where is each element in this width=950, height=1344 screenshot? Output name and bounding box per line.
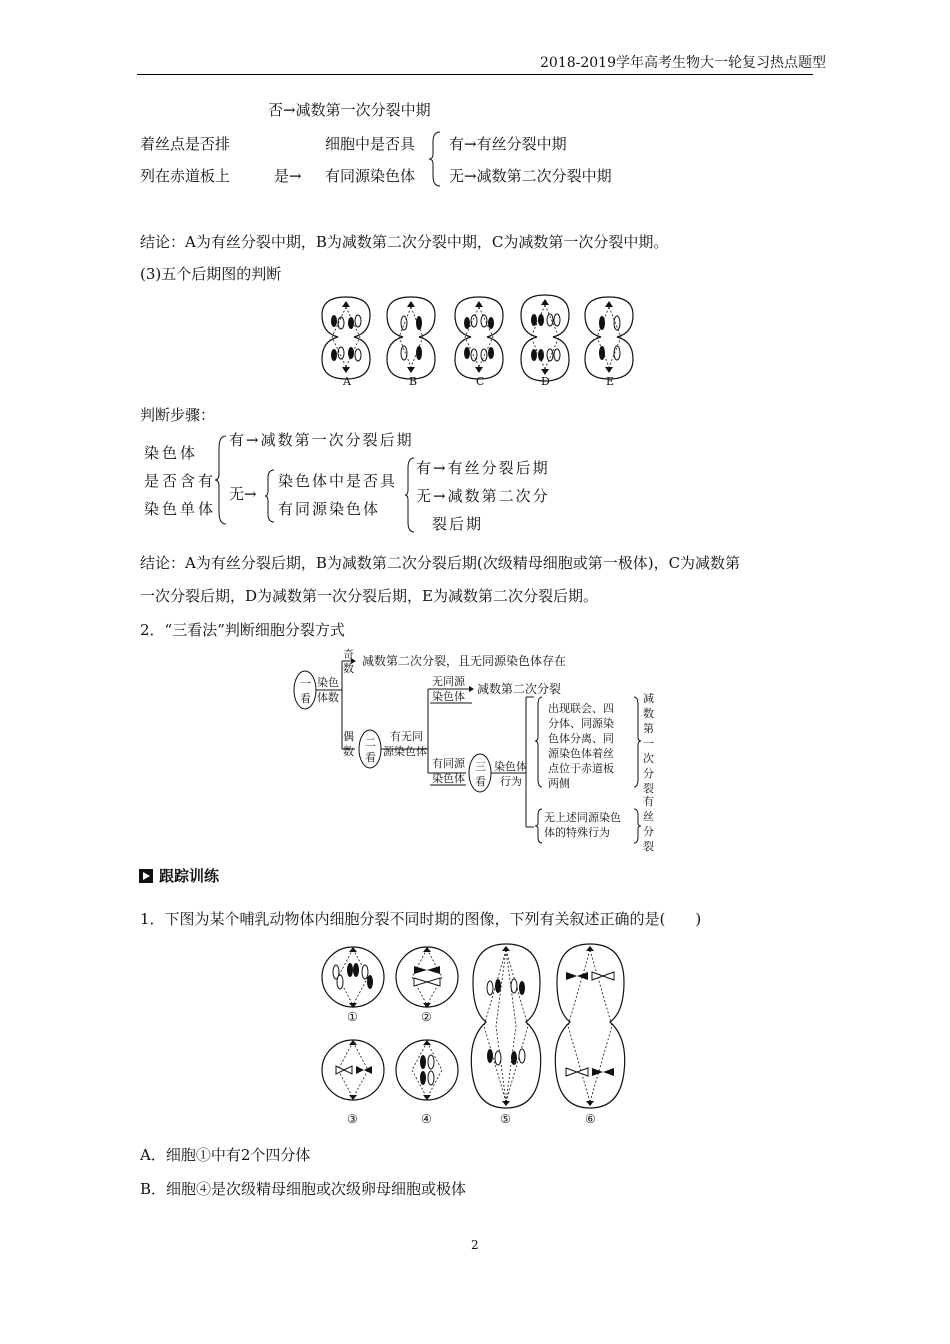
- page-number: 2: [471, 1238, 479, 1252]
- cell-5: [471, 944, 540, 1108]
- at-mid-1: 染色体中是否具: [278, 472, 398, 490]
- none-2: 体的特殊行为: [544, 826, 610, 839]
- at-none2-2: 裂后期: [432, 515, 484, 533]
- cell-d: [521, 295, 569, 381]
- section3-title: (3)五个后期图的判断: [140, 265, 282, 283]
- header-title: 2018-2019学年高考生物大一轮复习热点题型: [540, 55, 826, 71]
- none-1: 无上述同源染色: [544, 811, 621, 824]
- play-icon: [139, 869, 153, 883]
- special-4: 源染色体着丝: [548, 747, 614, 760]
- option-b: B．细胞④是次级精母细胞或次级卵母细胞或极体: [140, 1180, 467, 1198]
- question-1: 1．下图为某个哺乳动物体内细胞分裂不同时期的图像，下列有关叙述正确的是( ): [140, 910, 702, 928]
- practice-title: 跟踪训练: [159, 867, 220, 885]
- label-e: E: [606, 375, 615, 388]
- brace-4: [404, 456, 416, 534]
- root-line1: 着丝点是否排: [140, 135, 231, 153]
- mid-line2: 有同源染色体: [325, 167, 416, 185]
- no-homolog-result: 减数第二次分裂: [477, 682, 562, 696]
- special-5: 点位于赤道板: [548, 762, 614, 775]
- at-root-1: 染色体: [144, 444, 199, 462]
- at-root-2: 是否含有: [144, 472, 217, 490]
- mitosis-vertical: 有丝分裂: [643, 795, 654, 853]
- section2-title: 2．“三看法”判断细胞分裂方式: [140, 621, 345, 639]
- cell-4: [396, 1040, 458, 1100]
- fig-label-3: ③: [347, 1112, 358, 1126]
- cell-c: [455, 297, 503, 379]
- special-2: 分体、同源染: [548, 717, 614, 730]
- fig-label-4: ④: [421, 1112, 432, 1126]
- look1-b: 看: [300, 692, 311, 705]
- no-homolog-b: 染色体: [432, 690, 465, 703]
- meiosis1-vertical: 减数第一次分裂: [643, 692, 654, 795]
- cell-6: [555, 944, 624, 1108]
- yes-result: 有→有丝分裂中期: [449, 135, 567, 153]
- fig-label-2: ②: [421, 1010, 432, 1024]
- behavior-a: 染色体: [494, 760, 527, 773]
- anaphase-figures: [310, 293, 640, 388]
- cell-3: [322, 1040, 384, 1100]
- behavior-b: 行为: [500, 775, 522, 788]
- at-none2-1: 无→减数第二次分: [416, 487, 550, 505]
- no-branch: 否→减数第一次分裂中期: [268, 101, 431, 119]
- mid-line1: 细胞中是否具: [325, 135, 416, 153]
- no-homolog-a: 无同源: [432, 675, 465, 688]
- special-1: 出现联会、四: [548, 702, 614, 715]
- steps-label: 判断步骤：: [140, 406, 216, 424]
- no-result: 无→减数第二次分裂中期: [449, 167, 612, 185]
- conclusion-1: 结论：A为有丝分裂中期，B为减数第二次分裂中期，C为减数第一次分裂中期。: [140, 233, 669, 251]
- fig-label-6: ⑥: [585, 1112, 596, 1126]
- has-homolog-a: 有同源: [432, 757, 465, 770]
- special-3: 色体分离、同: [548, 732, 614, 745]
- even-b: 数: [343, 745, 354, 758]
- look2-b: 看: [365, 751, 376, 764]
- even-a: 偶: [343, 730, 354, 743]
- has-homolog-b: 染色体: [432, 772, 465, 785]
- fig-label-5: ⑤: [500, 1112, 511, 1126]
- at-has2: 有→有丝分裂后期: [416, 459, 550, 477]
- homolog-q-b: 源染色体: [383, 745, 427, 758]
- label-b: B: [409, 375, 418, 388]
- header-divider: [137, 74, 813, 75]
- special-6: 两侧: [548, 777, 570, 790]
- root-line2: 列在赤道板上: [140, 167, 231, 185]
- look3-a: 三: [475, 760, 486, 773]
- look3-b: 看: [475, 775, 486, 788]
- cell-b: [387, 297, 435, 379]
- chrom-count-b: 体数: [317, 691, 339, 704]
- odd-a: 奇: [343, 648, 354, 661]
- label-c: C: [476, 375, 485, 388]
- option-a: A．细胞①中有2个四分体: [140, 1146, 311, 1164]
- chrom-count-a: 染色: [317, 676, 339, 689]
- brace-1: [428, 130, 442, 188]
- cell-1: [322, 947, 384, 1008]
- odd-result: 减数第二次分裂，且无同源染色体存在: [362, 654, 567, 668]
- at-has: 有→减数第一次分裂后期: [229, 431, 414, 449]
- brace-2: [214, 434, 228, 526]
- at-mid-2: 有同源染色体: [278, 500, 381, 518]
- look2-a: 二: [365, 736, 376, 749]
- at-none: 无→: [229, 485, 257, 503]
- look1-a: 一: [300, 677, 311, 690]
- cell-a: [322, 297, 370, 379]
- odd-b: 数: [343, 662, 354, 675]
- conclusion-2-line1: 结论：A为有丝分裂后期，B为减数第二次分裂后期(次级精母细胞或第一极体)，C为减数第: [140, 554, 741, 572]
- cell-division-figure: [318, 942, 638, 1127]
- brace-3: [264, 468, 276, 524]
- label-d: D: [541, 375, 550, 388]
- at-root-3: 染色单体: [144, 500, 217, 518]
- fig-label-1: ①: [347, 1010, 358, 1024]
- yes-arrow: 是→: [274, 167, 302, 185]
- cell-e: [585, 297, 633, 379]
- label-a: A: [343, 375, 351, 388]
- homolog-q-a: 有无同: [390, 730, 423, 743]
- cell-2: [396, 947, 458, 1008]
- conclusion-2-line2: 一次分裂后期，D为减数第一次分裂后期，E为减数第二次分裂后期。: [140, 587, 598, 605]
